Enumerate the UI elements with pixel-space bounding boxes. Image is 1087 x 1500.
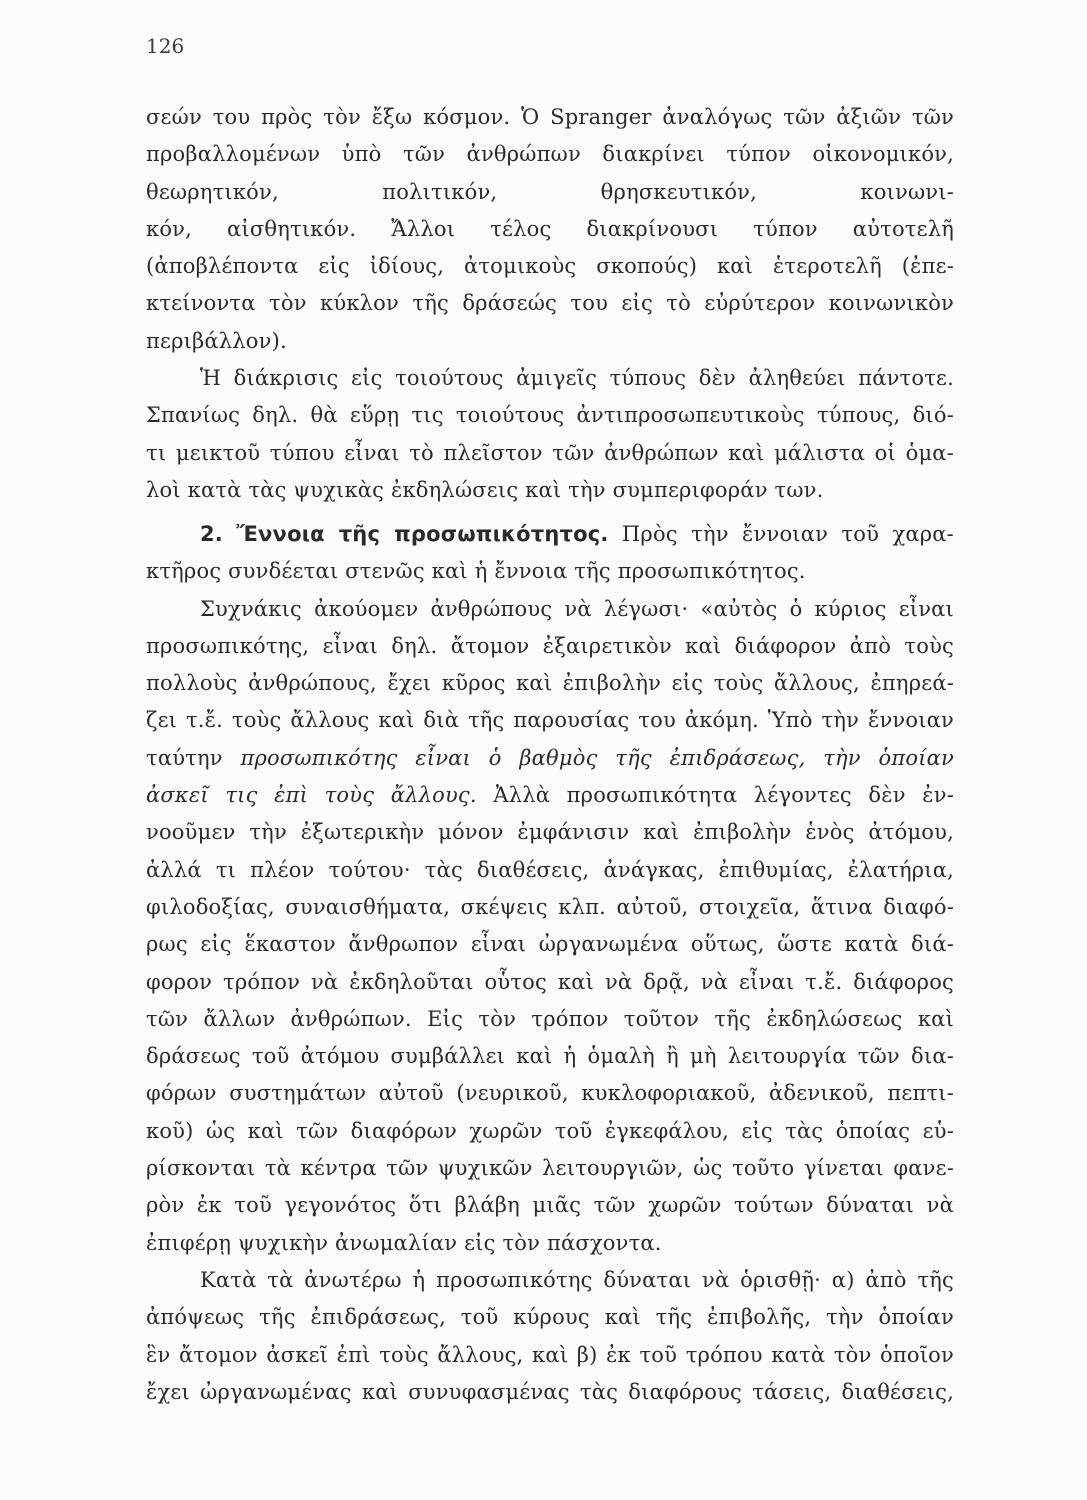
section-number: 2.: [200, 522, 223, 546]
text-line: δράσεως τοῦ ἀτόμου συμβάλλει καὶ ἡ ὁμαλὴ ἢ μὴ λειτουργία τῶν δια-: [146, 1044, 954, 1069]
text-line: προσωπικότης, εἶναι δηλ. ἄτομον ἐξαιρετικὸν καὶ διάφορον ἀπὸ τοὺς: [146, 633, 954, 658]
text-line: Σπανίως δηλ. θὰ εὕρῃ τις τοιούτους ἀντιπροσωπευτικοὺς τύπους, διό-: [146, 403, 954, 428]
text-line: φόρων συστημάτων αὐτοῦ (νευρικοῦ, κυκλοφοριακοῦ, ἀδενικοῦ, πεπτι-: [146, 1081, 954, 1106]
text-line: ζει τ.ἔ. τοὺς ἄλλους καὶ διὰ τῆς παρουσίας του ἀκόμη. Ὑπὸ τὴν ἔννοιαν: [146, 708, 954, 733]
text-line: ρως εἰς ἕκαστον ἄνθρωπον εἶναι ὠργανωμένα οὕτως, ὥστε κατὰ διά-: [146, 932, 954, 957]
text-line: τι μεικτοῦ τύπου εἶναι τὸ πλεῖστον τῶν ἀνθρώπων καὶ μάλιστα οἱ ὁμα-: [146, 440, 954, 465]
text-line: ἔχει ὠργανωμένας καὶ συνυφασμένας τὰς διαφόρους τάσεις, διαθέσεις,: [146, 1379, 954, 1404]
text-line: προβαλλομένων ὑπὸ τῶν ἀνθρώπων διακρίνει τύπον οἰκονομικόν,: [146, 142, 954, 167]
text-line: ρίσκονται τὰ κέντρα τῶν ψυχικῶν λειτουργιῶν, ὡς τοῦτο γίνεται φανε-: [146, 1156, 954, 1181]
italic-definition: ἀσκεῖ τις ἐπὶ τοὺς ἄλλους.: [146, 783, 477, 808]
page-number: 126: [146, 34, 185, 58]
text-line-mixed: [146, 777, 954, 814]
text-block-top: [146, 99, 954, 509]
text-line: κτείνοντα τὸν κύκλον τῆς δράσεώς του εἰς τὸ εὐρύτερον κοινωνικὸν: [146, 291, 954, 316]
text-line: φιλοδοξίας, συναισθήματα, σκέψεις κλπ. αὐτοῦ, στοιχεῖα, ἅτινα διαφό-: [146, 894, 954, 919]
text-line: τῶν ἄλλων ἀνθρώπων. Εἰς τὸν τρόπον τοῦτον τῆς ἐκδηλώσεως καὶ: [146, 1006, 954, 1031]
text-line: περιβάλλον).: [146, 328, 287, 353]
text-line: κόν, αἰσθητικόν. Ἄλλοι τέλος διακρίνουσι τύπον αὐτοτελῆ: [146, 216, 954, 241]
text-line: σεών του πρὸς τὸν ἔξω κόσμον. Ὁ Spranger ἀναλόγως τῶν ἀξιῶν τῶν: [146, 105, 954, 129]
section-heading-line: [146, 516, 954, 553]
text-line: λοὶ κατὰ τὰς ψυχικὰς ἐκδηλώσεις καὶ τὴν συμπεριφοράν των.: [146, 477, 824, 502]
text-line: ἐπιφέρῃ ψυχικὴν ἀνωμαλίαν εἰς τὸν πάσχοντα.: [146, 1230, 662, 1255]
text-line: κοῦ) ὡς καὶ τῶν διαφόρων χωρῶν τοῦ ἐγκεφάλου, εἰς τὰς ὁποίας εὑ-: [146, 1118, 954, 1143]
plain-text: ταύτην: [146, 745, 223, 770]
text-line: ἀλλά τι πλέον τούτου· τὰς διαθέσεις, ἀνάγκας, ἐπιθυμίας, ἐλατήρια,: [146, 857, 954, 882]
plain-text: Ἀλλὰ προσωπικότητα λέγοντες δὲν ἐν-: [493, 783, 954, 808]
text-line: νοοῦμεν τὴν ἐξωτερικὴν μόνον ἐμφάνισιν καὶ ἐπιβολὴν ἑνὸς ἀτόμου,: [146, 820, 954, 845]
text-line: Κατὰ τὰ ἀνωτέρω ἡ προσωπικότης δύναται νὰ ὁρισθῇ· α) ἀπὸ τῆς: [200, 1267, 954, 1292]
text-line-mixed: [146, 740, 954, 777]
text-line: ἀπόψεως τῆς ἐπιδράσεως, τοῦ κύρους καὶ τῆς ἐπιβολῆς, τὴν ὁποίαν: [146, 1305, 954, 1330]
section-title: Ἔννοια τῆς προσωπικότητος.: [236, 522, 609, 546]
italic-definition: προσωπικότης εἶναι ὁ βαθμὸς τῆς ἐπιδράσεως, τὴν ὁποίαν: [240, 745, 954, 770]
text-line: Συχνάκις ἀκούομεν ἀνθρώπους νὰ λέγωσι· «αὐτὸς ὁ κύριος εἶναι: [200, 596, 954, 621]
text-block-section-2: [146, 516, 954, 1411]
text-line: ρὸν ἐκ τοῦ γεγονότος ὅτι βλάβη μιᾶς τῶν χωρῶν τούτων δύναται νὰ: [146, 1193, 954, 1218]
text-line: φορον τρόπον νὰ ἐκδηλοῦται οὗτος καὶ νὰ δρᾷ, νὰ εἶναι τ.ἔ. διάφορος: [146, 969, 954, 994]
section-first-line-text: Πρὸς τὴν ἔννοιαν τοῦ χαρα-: [621, 522, 954, 546]
text-line: Ἡ διάκρισις εἰς τοιούτους ἀμιγεῖς τύπους δὲν ἀληθεύει πάντοτε.: [200, 366, 954, 391]
text-line: πολλοὺς ἀνθρώπους, ἔχει κῦρος καὶ ἐπιβολὴν εἰς τοὺς ἄλλους, ἐπηρεά-: [146, 671, 954, 696]
text-line: κτῆρος συνδέεται στενῶς καὶ ἡ ἔννοια τῆς προσωπικότητος.: [146, 559, 806, 584]
text-line: ἓν ἄτομον ἀσκεῖ ἐπὶ τοὺς ἄλλους, καὶ β) ἐκ τοῦ τρόπου κατὰ τὸν ὁποῖον: [146, 1342, 954, 1367]
text-line: (ἀποβλέποντα εἰς ἰδίους, ἀτομικοὺς σκοπούς) καὶ ἑτεροτελῆ (ἐπε-: [146, 254, 954, 279]
text-line: θεωρητικόν, πολιτικόν, θρησκευτικόν, κοινωνι-: [146, 179, 954, 204]
